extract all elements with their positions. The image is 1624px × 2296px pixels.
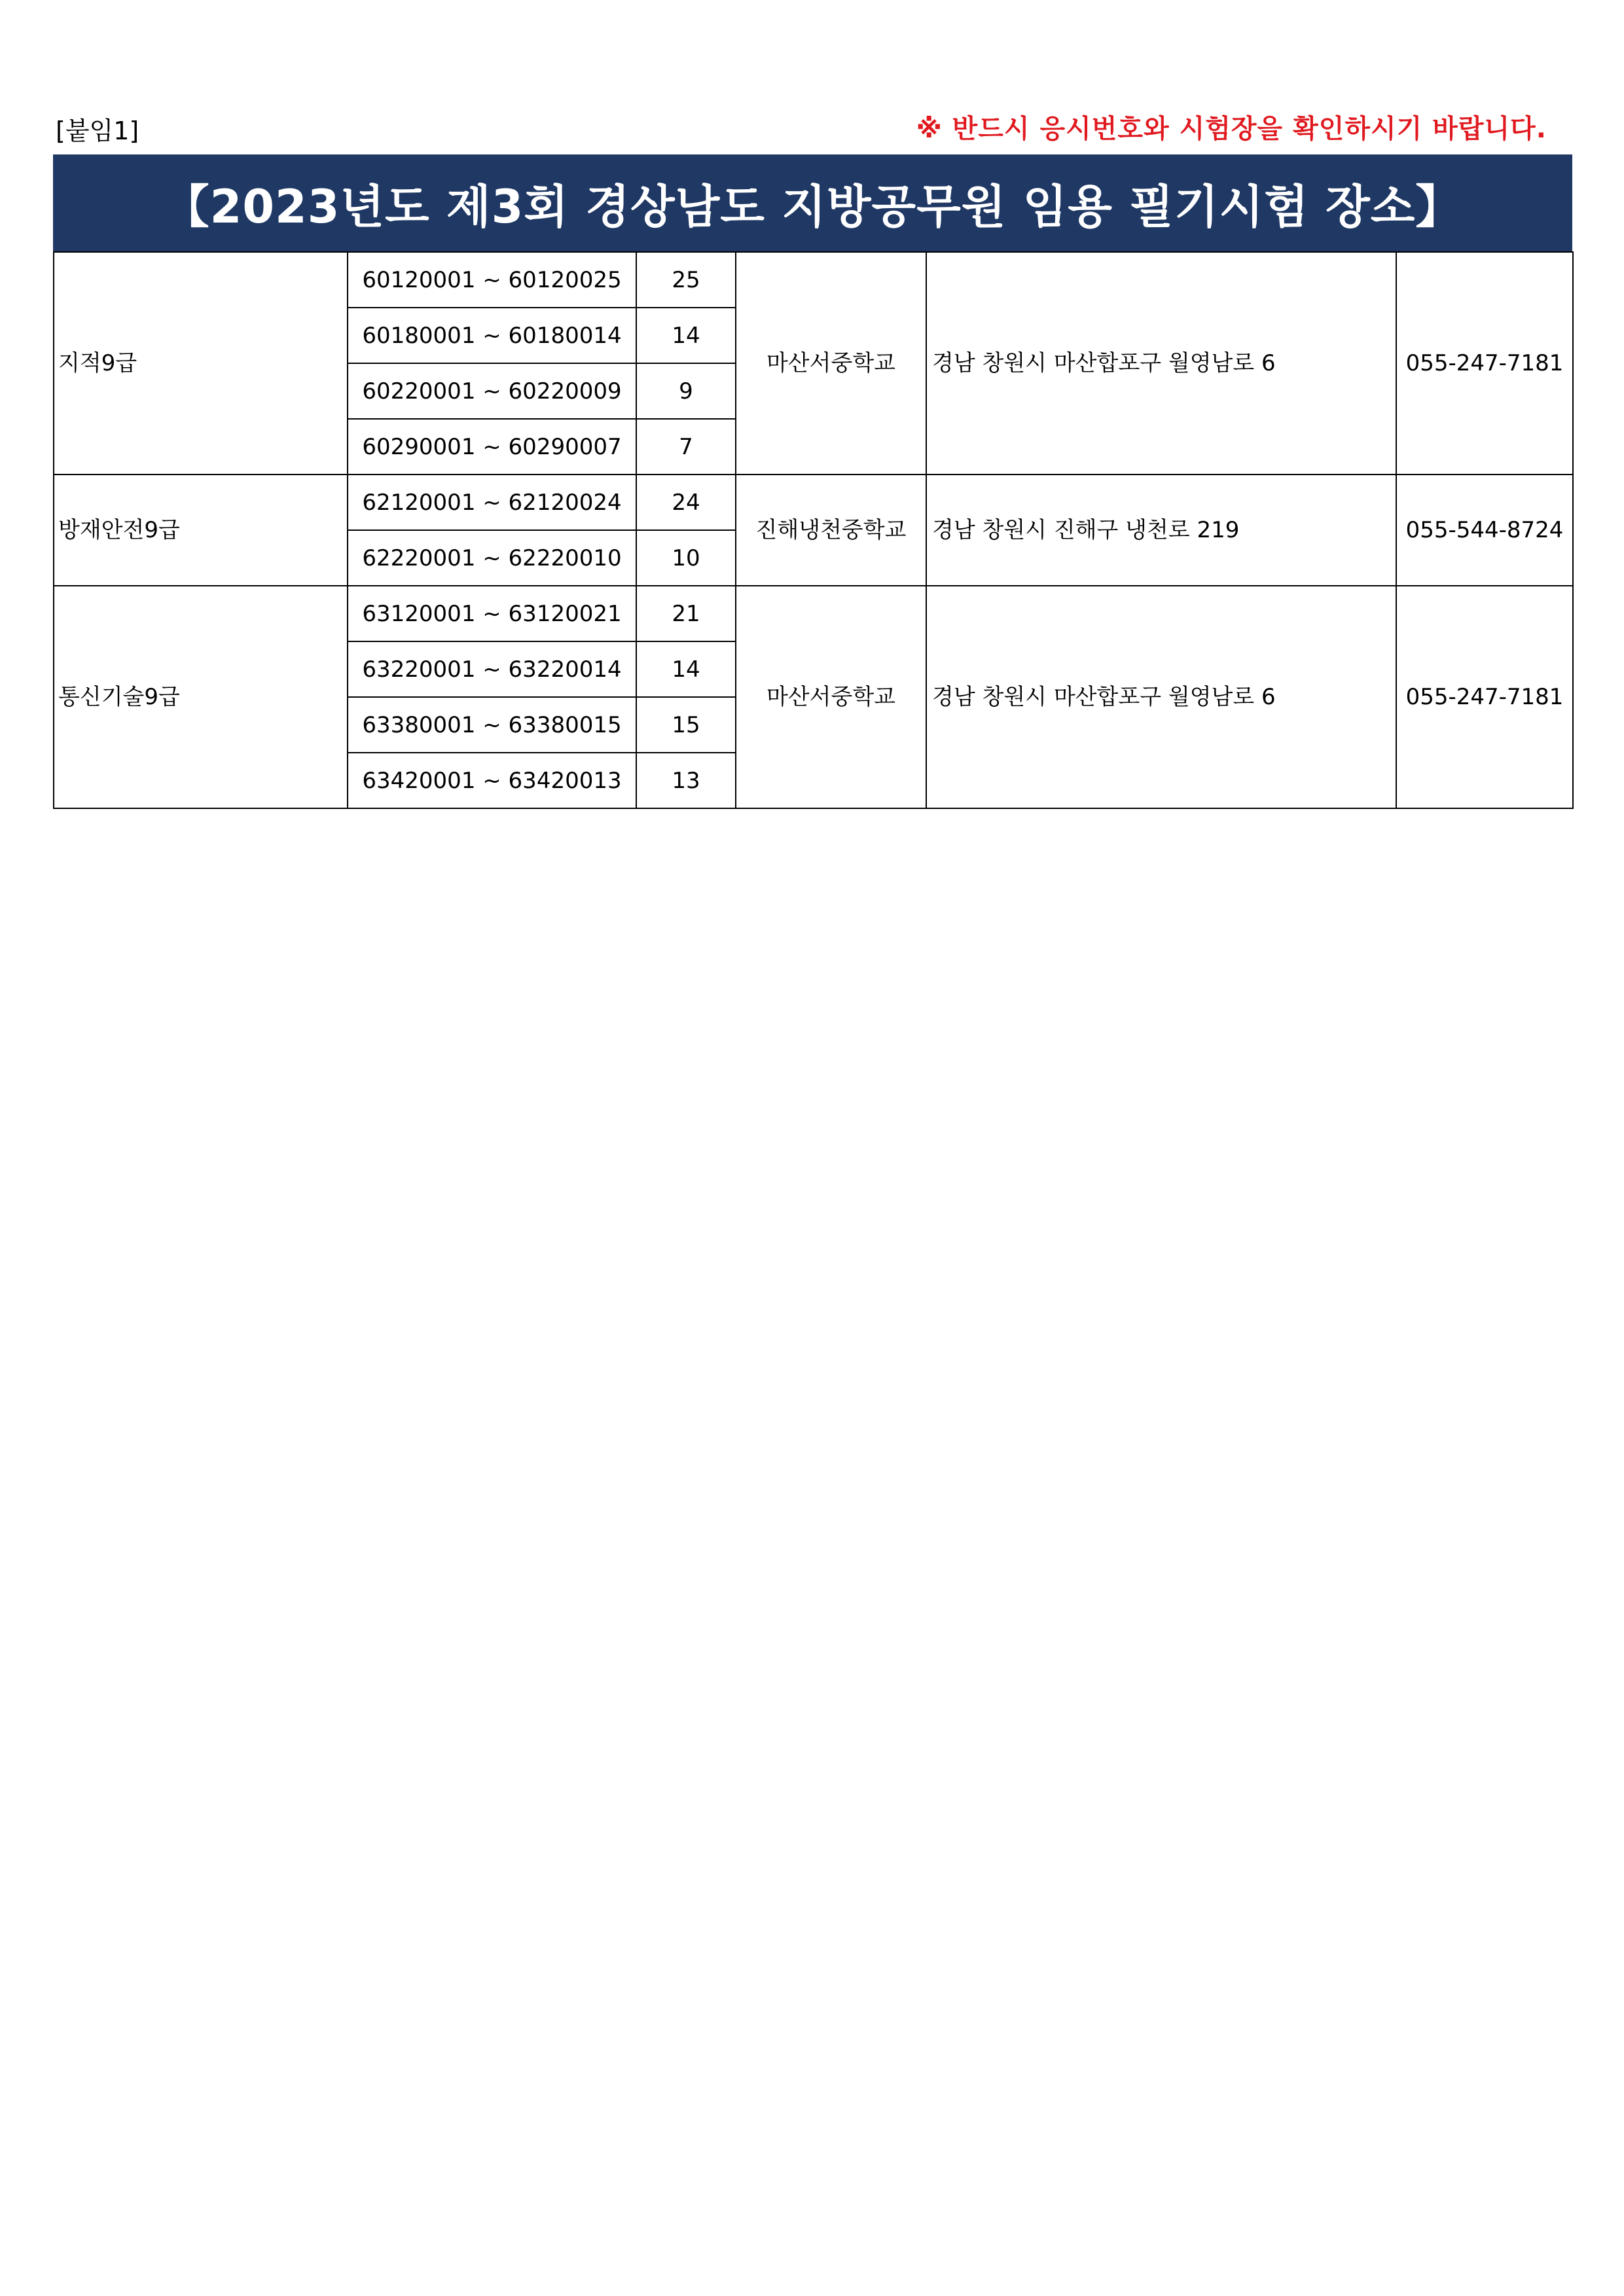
exam-number-range: 62120001 ~ 62120024 — [348, 475, 636, 530]
exam-category: 방재안전9급 — [54, 475, 348, 586]
exam-number-range: 60180001 ~ 60180014 — [348, 308, 636, 363]
table-row — [54, 475, 1573, 530]
exam-number-range: 63120001 ~ 63120021 — [348, 586, 636, 641]
applicant-count: 13 — [636, 753, 736, 808]
school-address: 경남 창원시 마산합포구 월영남로 6 — [926, 586, 1396, 808]
table-row — [54, 252, 1573, 308]
applicant-count: 21 — [636, 586, 736, 641]
school-phone: 055-247-7181 — [1396, 586, 1573, 808]
applicant-count: 9 — [636, 363, 736, 419]
exam-number-range: 63380001 ~ 63380015 — [348, 697, 636, 753]
exam-school: 진해냉천중학교 — [736, 475, 926, 586]
applicant-count: 14 — [636, 308, 736, 363]
exam-location-table — [53, 251, 1574, 809]
exam-number-range: 63220001 ~ 63220014 — [348, 641, 636, 697]
applicant-count: 15 — [636, 697, 736, 753]
school-address: 경남 창원시 진해구 냉천로 219 — [926, 475, 1396, 586]
exam-school: 마산서중학교 — [736, 252, 926, 475]
exam-number-range: 62220001 ~ 62220010 — [348, 530, 636, 586]
applicant-count: 10 — [636, 530, 736, 586]
applicant-count: 24 — [636, 475, 736, 530]
exam-number-range: 60290001 ~ 60290007 — [348, 419, 636, 475]
title-banner — [53, 154, 1572, 251]
exam-category: 통신기술9급 — [54, 586, 348, 808]
exam-number-range: 60220001 ~ 60220009 — [348, 363, 636, 419]
exam-school: 마산서중학교 — [736, 586, 926, 808]
applicant-count: 14 — [636, 641, 736, 697]
exam-category: 지적9급 — [54, 252, 348, 475]
exam-number-range: 60120001 ~ 60120025 — [348, 252, 636, 308]
school-phone: 055-544-8724 — [1396, 475, 1573, 586]
table-row — [54, 586, 1573, 641]
notice-text: ※ 반드시 응시번호와 시험장을 확인하시기 바랍니다. — [916, 114, 1547, 144]
applicant-count: 7 — [636, 419, 736, 475]
page-title: 【2023년도 제3회 경상남도 지방공무원 임용 필기시험 장소】 — [163, 179, 1462, 234]
school-address: 경남 창원시 마산합포구 월영남로 6 — [926, 252, 1396, 475]
applicant-count: 25 — [636, 252, 736, 308]
school-phone: 055-247-7181 — [1396, 252, 1573, 475]
attachment-label: [붙임1] — [56, 117, 139, 145]
exam-number-range: 63420001 ~ 63420013 — [348, 753, 636, 808]
